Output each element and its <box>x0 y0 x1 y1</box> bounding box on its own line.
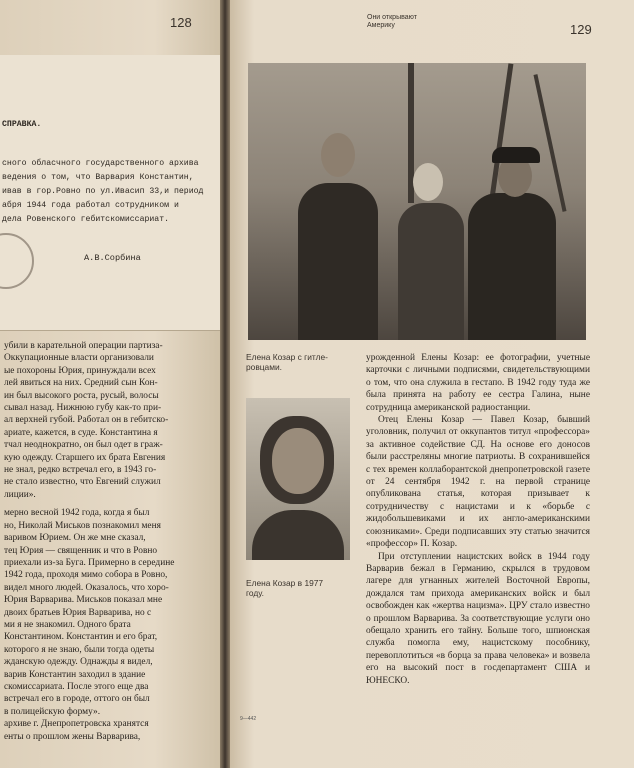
left-page <box>0 0 220 768</box>
text-line: Константином. Константин и его брат, <box>4 632 158 643</box>
text-line: Юрия Варварива. Миськов показал мне <box>4 595 163 606</box>
text-line: скомиссариата. После этого еще два <box>4 681 149 692</box>
text-line: 1942 года, проходя мимо собора в Ровно, <box>4 570 168 581</box>
right-page <box>230 0 634 768</box>
caption-group-photo: Елена Козар с гитле- ровцами. <box>246 352 328 372</box>
text-line: видел много людей. Оказалось, что хоро- <box>4 582 169 593</box>
text-line: ариате, кажется, в суде. Константина я <box>4 427 158 438</box>
document-line: дела Ровенского гебитскомиссариат. <box>2 215 170 224</box>
text-line: лей явиться на них. Средний сын Кон- <box>4 378 158 389</box>
document-signature: А.В.Сорбина <box>84 253 141 263</box>
text-line: варив Константин заходил в здание <box>4 669 146 680</box>
text-line: ал верхней губой. Работал он в гебитско- <box>4 415 169 426</box>
group-photo <box>248 63 586 340</box>
text-line: ые похороны Юрия, принуждали всех <box>4 365 156 376</box>
left-paragraph-2 <box>4 507 214 718</box>
page-number-right: 129 <box>570 22 592 37</box>
running-head: Они открывают Америку <box>367 14 417 29</box>
text-line: варивом Юрием. Он же мне сказал, <box>4 533 146 544</box>
portrait-photo <box>246 398 350 560</box>
text-line: приехали из-за Буга. Примерно в середине <box>4 557 175 568</box>
document-line: ивав в гор.Ровно по ул.Ивасип 33,и период <box>2 187 204 196</box>
text-line: сывал назад. Нижнюю губу как-то при- <box>4 403 162 414</box>
text-line: тчал неоднократно, он был одет в граж- <box>4 440 163 451</box>
text-line: но, Николай Миськов познакомил меня <box>4 520 161 531</box>
text-line: в полицейскую форму». <box>4 706 101 717</box>
text-line: мерно весной 1942 года, когда я был <box>4 508 150 519</box>
document-line: абря 1944 года работал сотрудником и <box>2 201 179 210</box>
text-line: кую одежду. Старшего их брата Евгения <box>4 452 166 463</box>
left-body-text <box>4 340 214 743</box>
text-line: жданскую одежду. Однажды я видел, <box>4 657 153 668</box>
page-number-left: 128 <box>170 15 192 30</box>
archive-document-image <box>0 55 220 331</box>
stamp-seal <box>0 233 34 289</box>
text-line: убили в карательной операции партиза- <box>4 341 163 351</box>
right-body-text <box>366 352 590 687</box>
text-line: не стало известно, что Евгений служил <box>4 477 161 488</box>
document-lines <box>2 157 203 227</box>
right-paragraph-1: урожденной Елены Козар: ее фотографии, учетные карточки с личными подписями, свидетельствующими о том, что она служила в гестапо. В 1942 году туда же была принята на работу ее сестра Галина, ныне сотрудница американской радиостанции. <box>366 353 590 413</box>
text-line: двоих братьев Юрия Варварива, но с <box>4 607 152 618</box>
text-line: не знал, редко встречал его, в 1943 го- <box>4 465 157 476</box>
right-paragraph-2: Отец Елены Козар — Павел Козар, бывший уголовник, получил от оккупантов титул «профессора» за активное содействие СД. На основе его доносов были расстреляны многие патриоты. В сохранившейся с тех времен коллаборантской днепропетровской газете от 24 сентября 1942 г. на первой странице опубликована статья, которая призывает к сотрудничеству с нацистами и к «борьбе с жидобольшевиками и их англо-американскими союзниками». Среди подписавших эту статью значится «профессор» П. Козар. <box>366 415 590 550</box>
left-paragraph-3 <box>4 718 214 743</box>
text-line: архиве г. Днепропетровска хранятся <box>4 719 149 730</box>
text-line: тец Юрия — священник и что в Ровно <box>4 545 158 556</box>
document-line: сного обласчного государственного архива <box>2 159 199 168</box>
right-paragraph-3: При отступлении нацистских войск в 1944 году Варварив бежал в Германию, скрылся в трудовом лагере для угнанных жителей Восточной Европы, дождался там прихода американских войск и был освобожден как «жертва нацизма». ЦРУ стало известно о прошлом Варварива. За соответствующие услуги оно обещало хранить его тайну. Больше того, шпионская служба помогла ему, нацистскому пособнику, перевоплотиться «в борца за права человека» и возвела его на высокий пост в госдепартамент США и ЮНЕСКО. <box>366 551 590 686</box>
caption-portrait: Елена Козар в 1977 году. <box>246 578 324 598</box>
signature-mark: 9—442 <box>240 716 257 722</box>
document-line: ведения о том, что Варвария Константин, <box>2 173 194 182</box>
document-heading: СПРАВКА. <box>2 120 42 129</box>
text-line: лиции». <box>4 489 36 500</box>
left-paragraph-1 <box>4 340 214 501</box>
text-line: ин был высокого роста, русый, волосы <box>4 390 159 401</box>
text-line: которого я не знаю, были тогда одеты <box>4 644 155 655</box>
book-gutter <box>220 0 230 768</box>
text-line: ми я не знакомил. Одного брата <box>4 619 131 630</box>
text-line: встречал его в городе, оттого он был <box>4 694 150 705</box>
text-line: Оккупационные власти организовали <box>4 353 154 364</box>
text-line: енты о прошлом жены Варварива, <box>4 731 141 742</box>
